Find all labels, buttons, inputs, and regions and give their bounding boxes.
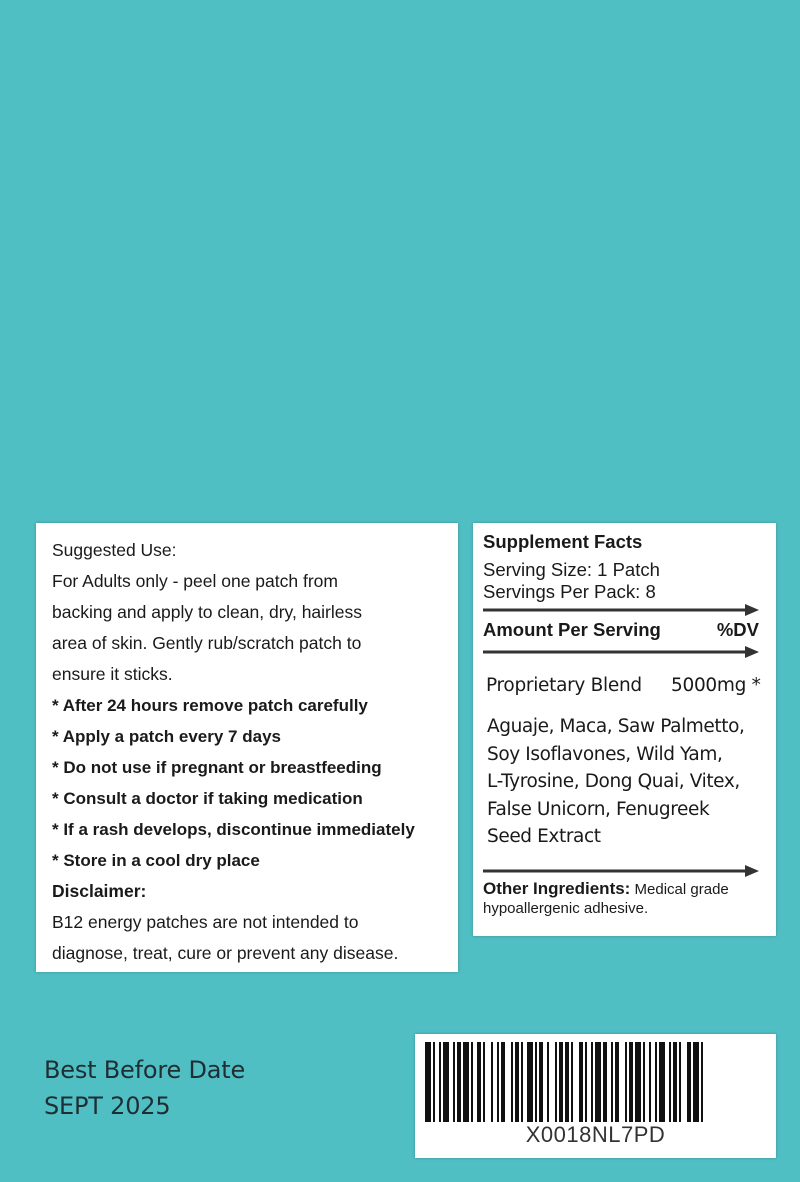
barcode-bar <box>457 1042 461 1122</box>
other-ingredients-text: hypoallergenic adhesive. <box>483 900 649 917</box>
barcode-bar <box>483 1042 485 1122</box>
ingredient-list <box>487 713 772 851</box>
barcode-bar <box>659 1042 665 1122</box>
barcode-bar <box>425 1042 431 1122</box>
warning-bullet: * Store in a cool dry place <box>52 851 260 870</box>
dv-label: %DV <box>716 619 759 640</box>
servings-per-pack: Servings Per Pack: 8 <box>483 581 656 602</box>
barcode-bar <box>521 1042 523 1122</box>
barcode-bar <box>595 1042 601 1122</box>
instruction-line: area of skin. Gently rub/scratch patch to <box>52 633 362 653</box>
divider-arrow <box>483 864 759 878</box>
barcode-panel <box>415 1034 776 1158</box>
barcode-bar <box>571 1042 573 1122</box>
divider-arrow <box>483 603 759 617</box>
barcode-bar <box>535 1042 537 1122</box>
barcode-bar <box>615 1042 619 1122</box>
barcode-bar <box>515 1042 519 1122</box>
suggested-use-panel <box>36 523 458 972</box>
warning-bullet: * After 24 hours remove patch carefully <box>52 696 368 715</box>
barcode-bar <box>559 1042 563 1122</box>
barcode-bar <box>579 1042 583 1122</box>
divider-arrow <box>483 645 759 659</box>
best-before-date: SEPT 2025 <box>44 1092 171 1120</box>
suggested-use-heading: Suggested Use: <box>52 540 177 560</box>
barcode-bar <box>701 1042 703 1122</box>
instruction-line: For Adults only - peel one patch from <box>52 571 338 591</box>
best-before-block <box>44 1052 245 1124</box>
barcode-bar <box>673 1042 677 1122</box>
amount-per-serving-label: Amount Per Serving <box>483 619 661 640</box>
barcode-bar <box>693 1042 699 1122</box>
barcode-bar <box>635 1042 641 1122</box>
barcode-bar <box>611 1042 613 1122</box>
ingredient-line: Soy Isoflavones, Wild Yam, <box>487 743 723 765</box>
other-ingredients <box>483 879 775 918</box>
barcode-bar <box>679 1042 681 1122</box>
barcode-bar <box>565 1042 569 1122</box>
barcode-bar <box>527 1042 533 1122</box>
warning-bullet: * Do not use if pregnant or breastfeeding <box>52 758 382 777</box>
barcode-bar <box>547 1042 549 1122</box>
other-ingredients-text: Medical grade <box>634 881 729 898</box>
other-ingredients-label: Other Ingredients: <box>483 879 631 898</box>
barcode-bar <box>511 1042 513 1122</box>
barcode-bar <box>585 1042 587 1122</box>
barcode-bar <box>501 1042 505 1122</box>
ingredient-line: Aguaje, Maca, Saw Palmetto, <box>487 716 745 737</box>
barcode-bar <box>439 1042 441 1122</box>
barcode-bar <box>591 1042 593 1122</box>
instruction-line: ensure it sticks. <box>52 664 173 684</box>
barcode-bar <box>629 1042 633 1122</box>
disclaimer-heading: Disclaimer: <box>52 881 147 901</box>
barcode-bar <box>463 1042 469 1122</box>
barcode-bar <box>497 1042 499 1122</box>
amount-per-serving-row <box>483 619 759 641</box>
disclaimer-line: diagnose, treat, cure or prevent any disease. <box>52 943 399 963</box>
ingredient-line: Seed Extract <box>487 826 601 847</box>
supplement-facts-panel <box>473 523 776 936</box>
barcode-bar <box>603 1042 607 1122</box>
warning-bullet: * If a rash develops, discontinue immediately <box>52 820 415 839</box>
proprietary-blend-row <box>486 675 761 696</box>
blend-name: Proprietary Blend <box>486 675 642 696</box>
instruction-line: backing and apply to clean, dry, hairless <box>52 602 362 622</box>
barcode-bar <box>471 1042 473 1122</box>
barcode-bar <box>443 1042 449 1122</box>
barcode-bar <box>491 1042 493 1122</box>
barcode-bar <box>625 1042 627 1122</box>
barcode-bar <box>477 1042 481 1122</box>
warning-bullet: * Consult a doctor if taking medication <box>52 789 363 808</box>
barcode-bar <box>655 1042 657 1122</box>
barcode-number: X0018NL7PD <box>525 1122 666 1147</box>
supplement-facts-title: Supplement Facts <box>483 531 643 552</box>
disclaimer-line: B12 energy patches are not intended to <box>52 912 359 932</box>
barcode-bar <box>669 1042 671 1122</box>
barcode-bar <box>453 1042 455 1122</box>
serving-size: Serving Size: 1 Patch <box>483 559 660 580</box>
barcode-bar <box>649 1042 651 1122</box>
barcode-bar <box>539 1042 543 1122</box>
ingredient-line: False Unicorn, Fenugreek <box>487 798 710 820</box>
barcode-bar <box>555 1042 557 1122</box>
barcode-icon <box>425 1042 766 1122</box>
barcode-bar <box>687 1042 691 1122</box>
best-before-label: Best Before Date <box>44 1056 246 1084</box>
ingredient-line: L-Tyrosine, Dong Quai, Vitex, <box>487 771 740 792</box>
suggested-use-text <box>52 535 452 969</box>
warning-bullet: * Apply a patch every 7 days <box>52 727 281 746</box>
blend-amount: 5000mg * <box>671 675 761 696</box>
barcode-bar <box>643 1042 645 1122</box>
barcode-bar <box>433 1042 435 1122</box>
